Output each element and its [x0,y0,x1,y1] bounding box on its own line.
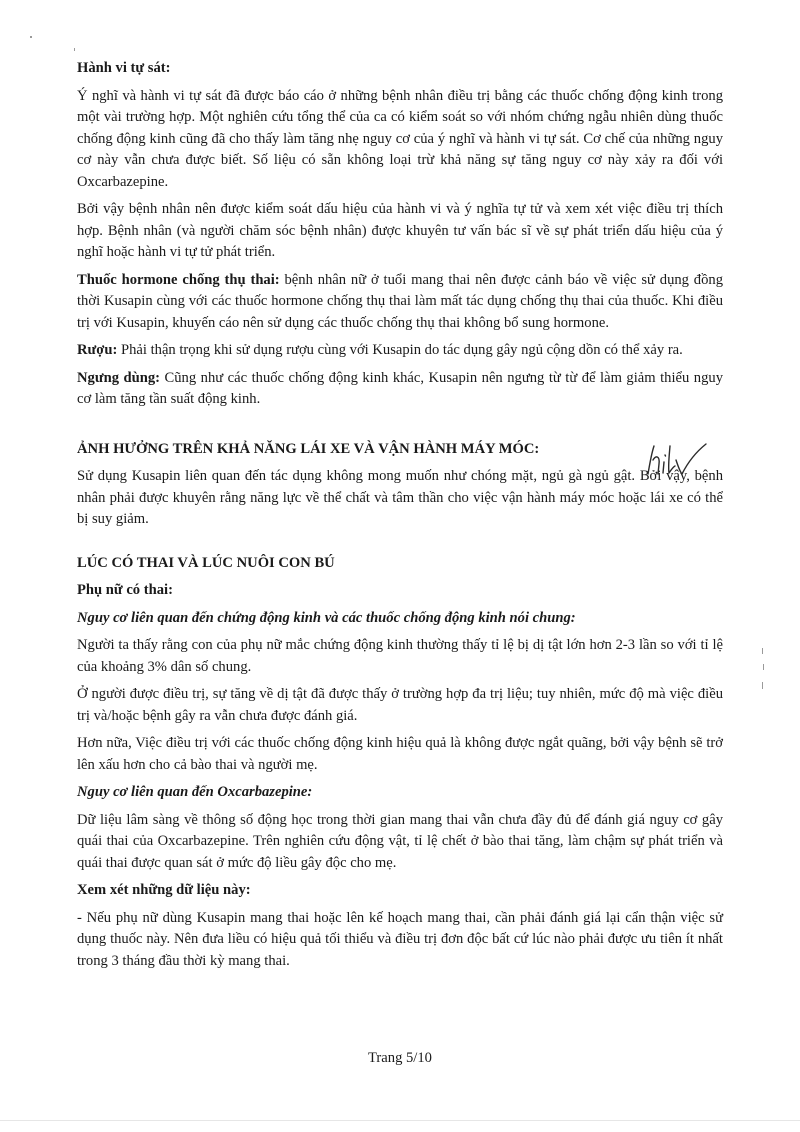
subheading-risk-oxcarbazepine: Nguy cơ liên quan đến Oxcarbazepine: [77,784,313,800]
paragraph-contraceptive [77,270,723,335]
handwritten-initials-signature [640,440,710,482]
paragraph-suicide-2: Bởi vậy bệnh nhân nên được kiểm soát dấu hiệu của hành vi và ý nghĩa tự tử và xem xét việc điều trị thích hợp. Bệnh nhân (và người chăm sóc bệnh nhân) được khuyên tư vấn bác sĩ về sự phát triển dấu hiệu của ý nghĩ hoặc hành vi tự tử phát triển. [77,201,723,260]
scan-speck [762,648,763,654]
scan-speck [74,48,75,51]
lead-discontinue: Ngưng dùng: [77,369,161,386]
paragraph-discontinue [77,368,723,411]
paragraph-risk-general-3: Hơn nữa, Việc điều trị với các thuốc chống động kinh hiệu quả là không được ngắt quãng, bởi vậy bệnh sẽ trở lên xấu hơn cho cả bào thai và người mẹ. [77,735,723,773]
document-body [77,58,723,978]
paragraph-risk-general-1: Người ta thấy rằng con của phụ nữ mắc chứng động kinh thường thấy tỉ lệ bị dị tật lớn hơn 2-3 lần so với tỉ lệ của khoảng 3% dân số chung. [77,637,723,675]
lead-contraceptive: Thuốc hormone chống thụ thai: [77,271,280,288]
spacer [77,537,723,553]
page-number: Trang 5/10 [368,1050,432,1066]
paragraph-alcohol [77,340,723,362]
paragraph-risk-oxcarbazepine: Dữ liệu lâm sàng về thông số động học trong thời gian mang thai vẫn chưa đầy đủ để đánh giá nguy cơ gây quái thai của Oxcarbazepine. Trên nghiên cứu động vật, tỉ lệ chết ở bào thai tăng, làm chậm sự phát triển và quái thai được quan sát ở mức độ liều gây độc cho mẹ. [77,811,723,871]
scan-speck [762,682,763,689]
subheading-pregnant-women: Phụ nữ có thai: [77,582,173,598]
text-discontinue: Cũng như các thuốc chống động kinh khác, Kusapin nên ngưng từ từ để làm giảm thiểu nguy cơ làm tăng tần suất động kinh. [77,369,723,407]
paragraph-risk-general-2: Ở người được điều trị, sự tăng về dị tật đã được thấy ở trường hợp đa trị liệu; tuy nhiên, mức độ mà việc điều trị và/hoặc bệnh gây ra vẫn chưa được đánh giá. [77,686,723,724]
text-alcohol: Phải thận trọng khi sử dụng rượu cùng với Kusapin do tác dụng gây ngủ cộng dồn có thể xảy ra. [117,342,683,358]
lead-alcohol: Rượu: [77,342,118,358]
section-heading-driving: ẢNH HƯỞNG TRÊN KHẢ NĂNG LÁI XE VÀ VẬN HÀNH MÁY MÓC: [77,440,540,457]
paragraph-suicide-1: Ý nghĩ và hành vi tự sát đã được báo cáo ở những bệnh nhân điều trị bằng các thuốc chống động kinh trong một vài trường hợp. Một nghiên cứu tổng thể của ca có kiểm soát so với nhóm chứng ngẫu nhiên dùng thuốc chống động kinh cũng đã cho thấy làm tăng nhẹ nguy cơ của ý nghĩ và hành vi tự sát. Cơ chế của những nguy cơ này vẫn chưa được biết. Số liệu có sẵn không loại trừ khả năng sự tăng nguy cơ này xảy ra đối với Oxcarbazepine. [77,87,723,190]
spacer [77,417,723,439]
section-heading-pregnancy: LÚC CÓ THAI VÀ LÚC NUÔI CON BÚ [77,554,335,571]
bottom-rule [0,1120,800,1121]
paragraph-driving: Sử dụng Kusapin liên quan đến tác dụng không mong muốn như chóng mặt, ngủ gà ngủ gật. Bởi vậy, bệnh nhân phải được khuyên rằng năng lực về thể chất và tâm thần cho việc vận hành máy móc hoặc lái xe có thể bị suy giảm. [77,468,723,527]
subheading-risk-general: Nguy cơ liên quan đến chứng động kinh và các thuốc chống động kinh nói chung: [77,609,576,626]
subheading-consider-data: Xem xét những dữ liệu này: [77,882,251,898]
scan-speck [30,36,32,38]
text-contraceptive: bệnh nhân nữ ở tuổi mang thai nên được cảnh báo về việc sử dụng đồng thời Kusapin cùng với các thuốc hormone chống thụ thai làm mất tác dụng chống thụ thai của thuốc. Khi điều trị với Kusapin, khuyến cáo nên sử dụng các thuốc chống thụ thai không bổ sung hormone. [77,271,723,331]
section-heading-suicide: Hành vi tự sát: [77,60,171,76]
paragraph-consider-data: - Nếu phụ nữ dùng Kusapin mang thai hoặc lên kế hoạch mang thai, cần phải đánh giá lại cẩn thận việc sử dụng thuốc này. Nên đưa liều có hiệu quả tối thiểu và điều trị đơn độc bất cứ lúc nào phải được ưu tiên ít nhất trong 3 tháng đầu thời kỳ mang thai. [77,909,723,969]
scan-speck [763,664,764,670]
